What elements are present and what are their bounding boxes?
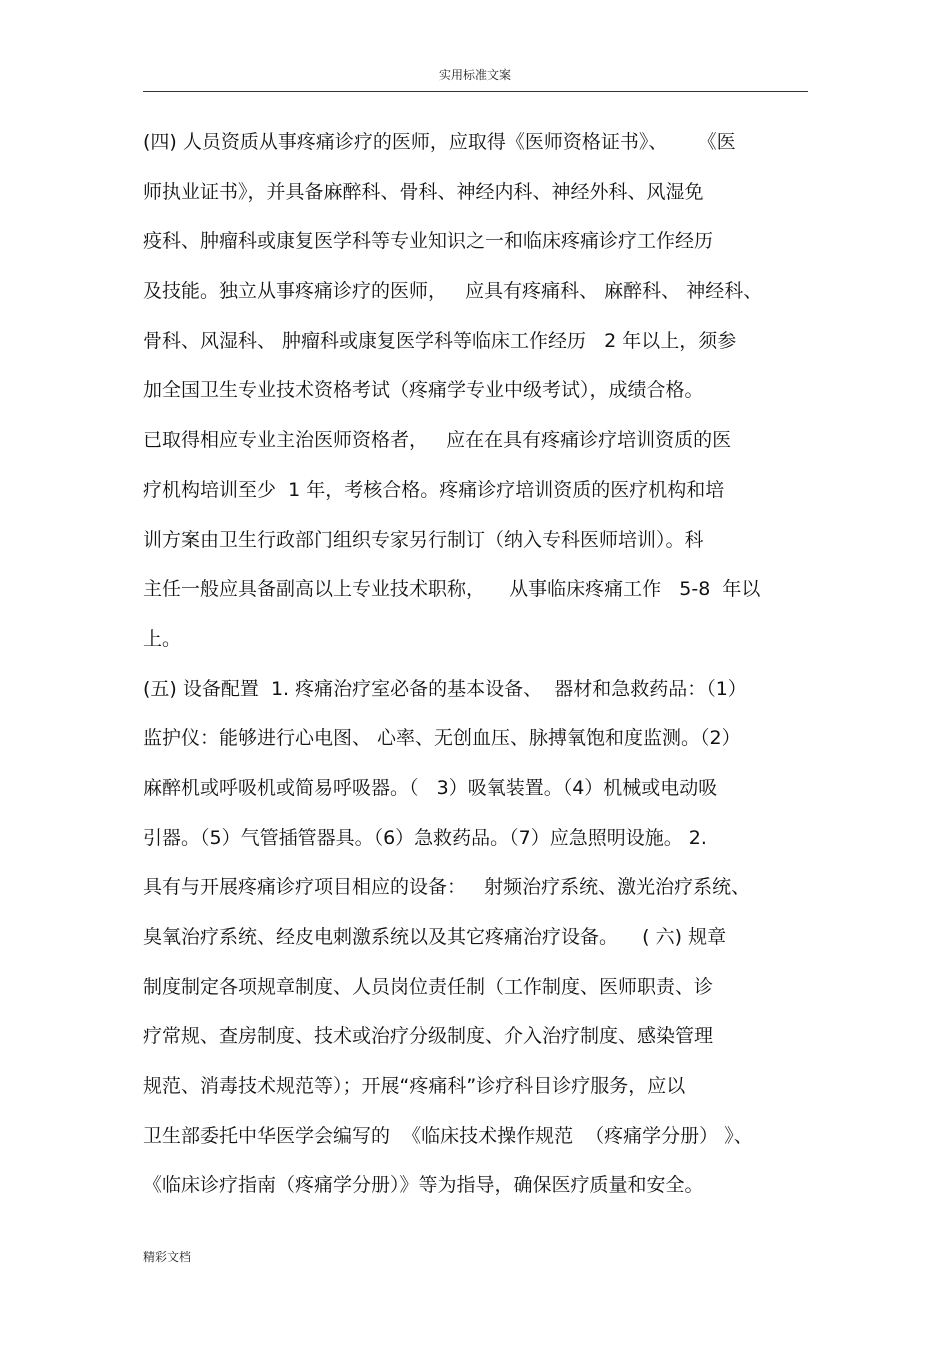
page-footer-label: 精彩文档 — [143, 1250, 192, 1264]
page-header-title: 实用标准文案 — [438, 68, 511, 82]
header-divider — [143, 91, 808, 92]
body-line: 训方案由卫生行政部门组织专家另行制订（纳入专科医师培训）。科 — [143, 528, 704, 551]
body-line: 加全国卫生专业技术资格考试（疼痛学专业中级考试），成绩合格。 — [143, 379, 704, 402]
body-line: 《临床诊疗指南（疼痛学分册）》等为指导，确保医疗质量和安全。 — [143, 1174, 704, 1197]
body-line: 主任一般应具备副高以上专业技术职称， 从事临床疼痛工作 5-8 年以 — [143, 578, 761, 601]
body-line: 卫生部委托中华医学会编写的 《临床技术操作规范 （疼痛学分册） 》、 — [143, 1124, 753, 1147]
body-line: 疗常规、查房制度、技术或治疗分级制度、介入治疗制度、感染管理 — [143, 1025, 714, 1048]
document-body — [143, 118, 813, 1211]
body-line: 骨科、风湿科、 肿瘤科或康复医学科等临床工作经历 2 年以上，须参 — [143, 329, 737, 352]
body-line: 上。 — [143, 627, 182, 650]
body-line: 规范、消毒技术规范等）；开展“疼痛科”诊疗科目诊疗服务，应以 — [143, 1075, 686, 1098]
body-line: 臭氧治疗系统、经皮电刺激系统以及其它疼痛治疗设备。 ( 六) 规章 — [143, 926, 727, 948]
body-line: 制度制定各项规章制度、人员岗位责任制（工作制度、医师职责、诊 — [143, 975, 714, 998]
body-line: 疫科、肿瘤科或康复医学科等专业知识之一和临床疼痛诊疗工作经历 — [143, 230, 714, 253]
body-line: 具有与开展疼痛诊疗项目相应的设备： 射频治疗系统、激光治疗系统、 — [143, 876, 751, 899]
body-line: 疗机构培训至少 1 年，考核合格。疼痛诊疗培训资质的医疗机构和培 — [143, 478, 725, 501]
body-line: 已取得相应专业主治医师资格者， 应在在具有疼痛诊疗培训资质的医 — [143, 429, 732, 452]
body-line: 监护仪：能够进行心电图、 心率、无创血压、脉搏氧饱和度监测。（2） — [143, 727, 741, 750]
body-line: (五) 设备配置 1. 疼痛治疗室必备的基本设备、 器材和急救药品：（1） — [143, 677, 747, 700]
body-line: 师执业证书》，并具备麻醉科、骨科、神经内科、神经外科、风湿免 — [143, 180, 704, 203]
body-line: 麻醉机或呼吸机或简易呼吸器。（ 3）吸氧装置。（4）机械或电动吸 — [143, 776, 718, 799]
body-line: (四) 人员资质从事疼痛诊疗的医师，应取得《医师资格证书》、 《医 — [143, 131, 736, 153]
body-line: 引器。（5）气管插管器具。（6）急救药品。（7）应急照明设施。 2. — [143, 826, 707, 849]
body-line: 及技能。独立从事疼痛诊疗的医师， 应具有疼痛科、 麻醉科、 神经科、 — [143, 280, 763, 303]
